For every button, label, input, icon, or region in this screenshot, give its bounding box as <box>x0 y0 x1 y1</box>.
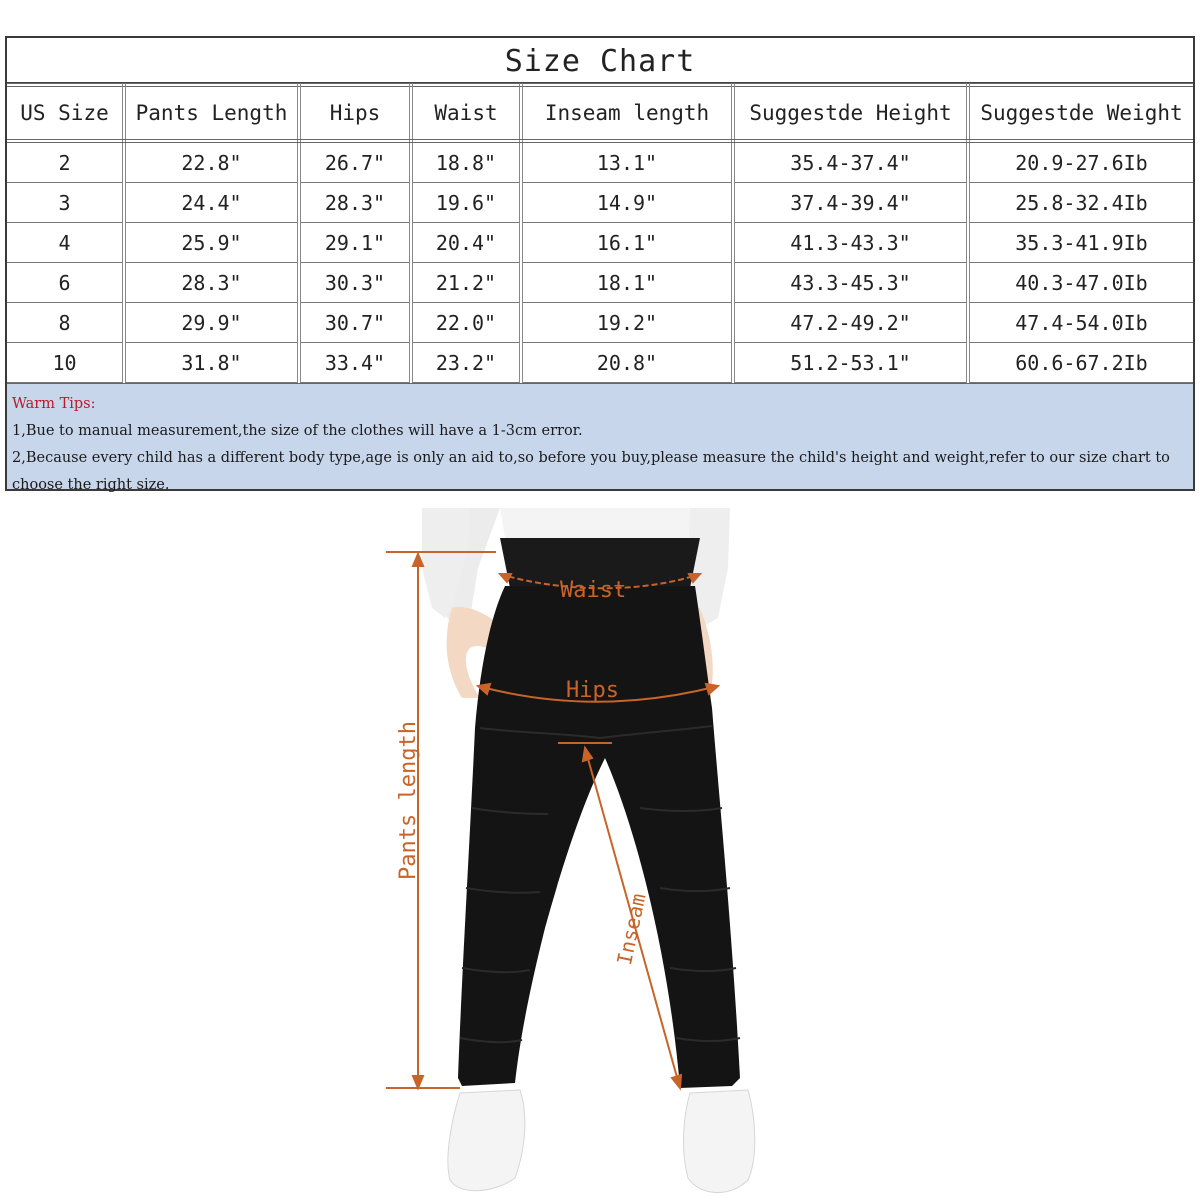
cell-hips: 30.7" <box>299 303 411 343</box>
cell-us-size: 3 <box>7 183 124 223</box>
cell-us-size: 4 <box>7 223 124 263</box>
cell-weight: 60.6-67.2Ib <box>968 343 1193 383</box>
header-suggested-weight: Suggestde Weight <box>968 85 1193 141</box>
cell-pants-length: 22.8" <box>124 141 299 183</box>
cell-us-size: 8 <box>7 303 124 343</box>
table-row <box>7 263 1193 303</box>
cell-weight: 25.8-32.4Ib <box>968 183 1193 223</box>
cell-waist: 22.0" <box>411 303 521 343</box>
cell-waist: 23.2" <box>411 343 521 383</box>
cell-height: 41.3-43.3" <box>733 223 968 263</box>
cell-height: 43.3-45.3" <box>733 263 968 303</box>
header-us-size: US Size <box>7 85 124 141</box>
product-illustration <box>0 508 1200 1200</box>
cell-height: 51.2-53.1" <box>733 343 968 383</box>
cell-weight: 47.4-54.0Ib <box>968 303 1193 343</box>
table-header-row <box>7 85 1193 141</box>
header-suggested-height: Suggestde Height <box>733 85 968 141</box>
right-shoe <box>684 1090 755 1193</box>
tips-line-2: 2,Because every child has a different body type,age is only an aid to,so before you buy,please measure the child's height and weight,refer to our size chart to choose the right size. <box>12 450 1170 493</box>
cell-height: 47.2-49.2" <box>733 303 968 343</box>
left-shoe <box>448 1090 525 1191</box>
tips-title: Warm Tips: <box>12 396 96 412</box>
cell-inseam: 13.1" <box>521 141 733 183</box>
pants-length-label: Pants length <box>396 721 421 880</box>
cell-height: 37.4-39.4" <box>733 183 968 223</box>
chart-title: Size Chart <box>7 38 1193 83</box>
cell-waist: 21.2" <box>411 263 521 303</box>
header-pants-length: Pants Length <box>124 85 299 141</box>
cell-pants-length: 25.9" <box>124 223 299 263</box>
cell-hips: 30.3" <box>299 263 411 303</box>
table-row <box>7 303 1193 343</box>
cell-inseam: 16.1" <box>521 223 733 263</box>
table-row <box>7 343 1193 383</box>
table-row <box>7 141 1193 183</box>
table-row <box>7 183 1193 223</box>
header-waist: Waist <box>411 85 521 141</box>
cell-pants-length: 31.8" <box>124 343 299 383</box>
inseam-label: Inseam <box>612 891 651 967</box>
cell-pants-length: 29.9" <box>124 303 299 343</box>
cell-us-size: 6 <box>7 263 124 303</box>
cell-hips: 28.3" <box>299 183 411 223</box>
cell-waist: 20.4" <box>411 223 521 263</box>
header-inseam-length: Inseam length <box>521 85 733 141</box>
cell-inseam: 19.2" <box>521 303 733 343</box>
cell-inseam: 20.8" <box>521 343 733 383</box>
cell-waist: 18.8" <box>411 141 521 183</box>
cell-waist: 19.6" <box>411 183 521 223</box>
size-table <box>7 83 1193 383</box>
cell-inseam: 14.9" <box>521 183 733 223</box>
waist-label: Waist <box>560 578 627 603</box>
cell-weight: 35.3-41.9Ib <box>968 223 1193 263</box>
warm-tips <box>7 383 1193 493</box>
cell-hips: 29.1" <box>299 223 411 263</box>
cell-pants-length: 24.4" <box>124 183 299 223</box>
cell-hips: 33.4" <box>299 343 411 383</box>
cell-us-size: 10 <box>7 343 124 383</box>
cell-us-size: 2 <box>7 141 124 183</box>
cell-height: 35.4-37.4" <box>733 141 968 183</box>
cell-pants-length: 28.3" <box>124 263 299 303</box>
size-chart <box>5 36 1195 491</box>
pants-body <box>458 586 740 1088</box>
header-hips: Hips <box>299 85 411 141</box>
tips-line-1: 1,Bue to manual measurement,the size of the clothes will have a 1-3cm error. <box>12 423 583 439</box>
hips-label: Hips <box>566 678 619 703</box>
table-row <box>7 223 1193 263</box>
cell-inseam: 18.1" <box>521 263 733 303</box>
cell-hips: 26.7" <box>299 141 411 183</box>
pants-figure <box>0 508 1200 1200</box>
cell-weight: 40.3-47.0Ib <box>968 263 1193 303</box>
cell-weight: 20.9-27.6Ib <box>968 141 1193 183</box>
